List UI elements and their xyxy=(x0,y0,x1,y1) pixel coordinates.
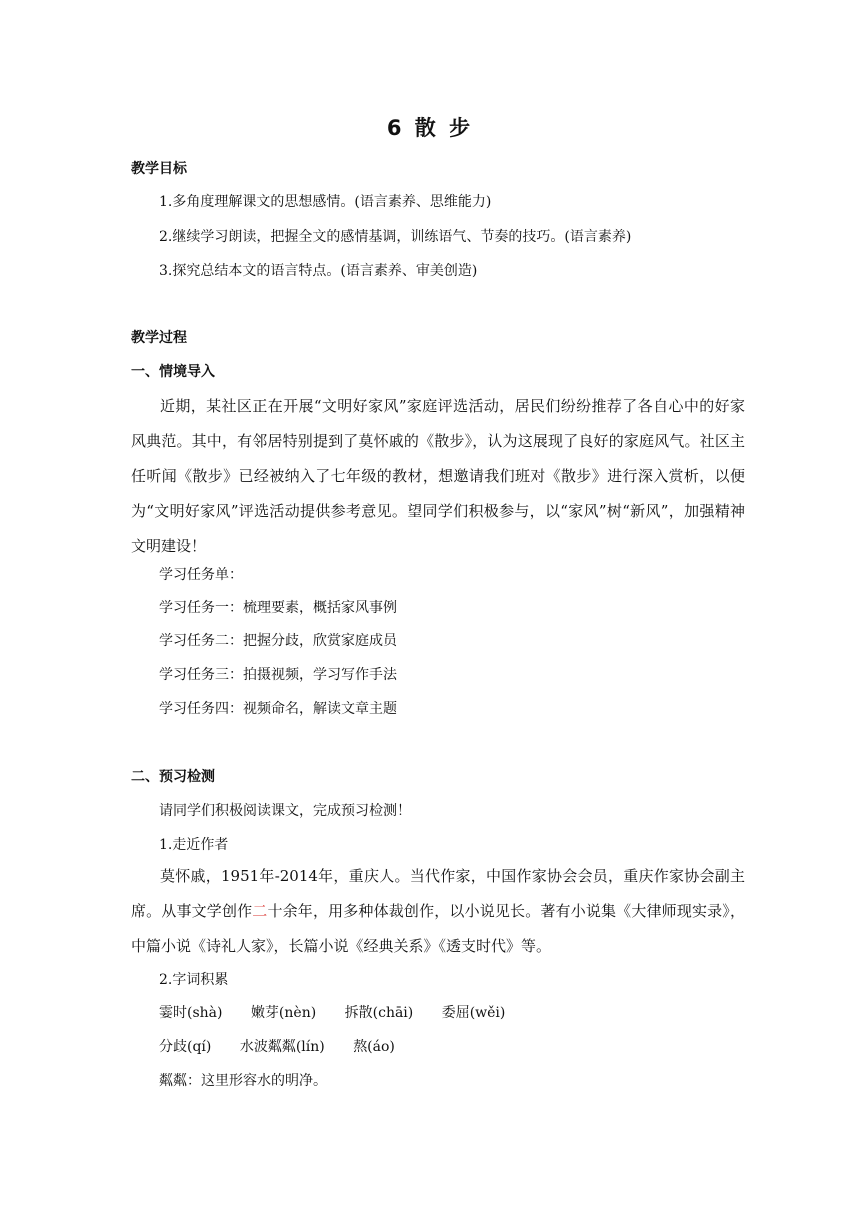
section2-heading: 二、预习检测 xyxy=(131,769,215,785)
task-item-4: 学习任务四：视频命名，解读文章主题 xyxy=(159,701,397,717)
vocab-row-2 xyxy=(159,1036,419,1056)
process-heading: 教学过程 xyxy=(131,330,187,346)
task-item-2: 学习任务二：把握分歧，欣赏家庭成员 xyxy=(159,633,397,649)
author-highlight: 二 xyxy=(252,902,268,920)
section1-heading: 一、情境导入 xyxy=(131,364,215,380)
goal-item-3: 3.探究总结本文的语言特点。(语言素养、审美创造) xyxy=(159,263,478,279)
task-list-label: 学习任务单： xyxy=(159,567,243,583)
vocab-row-1 xyxy=(159,1002,529,1022)
task-item-1: 学习任务一：梳理要素，概括家风事例 xyxy=(159,600,397,616)
author-paragraph xyxy=(131,859,745,964)
goal-item-2: 2.继续学习朗读，把握全文的感情基调，训练语气、节奏的技巧。(语言素养) xyxy=(159,229,632,245)
vocab-item: 委屈(wěi) xyxy=(441,1005,506,1021)
vocab-item: 熬(áo) xyxy=(353,1039,395,1055)
goal-item-1: 1.多角度理解课文的思想感情。(语言素养、思维能力) xyxy=(159,194,492,210)
vocab-note: 粼粼：这里形容水的明净。 xyxy=(159,1073,327,1089)
author-subheading: 1.走近作者 xyxy=(159,837,229,853)
preview-intro: 请同学们积极阅读课文，完成预习检测！ xyxy=(159,803,411,819)
vocab-item: 霎时(shà) xyxy=(159,1005,223,1021)
vocab-item: 水波粼粼(lín) xyxy=(239,1039,325,1055)
goals-heading: 教学目标 xyxy=(131,161,187,177)
vocab-item: 嫩芽(nèn) xyxy=(250,1005,317,1021)
document-title: 6 散 步 xyxy=(386,116,474,140)
author-text-1: 莫怀戚，1951年-2014年，重庆人。当代作家，中国作家协会会员，重庆作家协会副主席。从事文学创作 xyxy=(131,867,745,920)
vocab-item: 拆散(chāi) xyxy=(344,1005,414,1021)
intro-paragraph: 近期，某社区正在开展“文明好家风”家庭评选活动，居民们纷纷推荐了各自心中的好家风典范。其中，有邻居特别提到了莫怀戚的《散步》，认为这展现了良好的家庭风气。社区主任听闻《散步》已经被纳入了七年级的教材，想邀请我们班对《散步》进行深入赏析，以便为“文明好家风”评选活动提供参考意见。望同学们积极参与，以“家风”树“新风”，加强精神文明建设！ xyxy=(131,397,745,555)
vocab-item: 分歧(qí) xyxy=(159,1039,212,1055)
task-item-3: 学习任务三：拍摄视频，学习写作手法 xyxy=(159,667,397,683)
author-text-2: 十余年，用多种体裁创作，以小说见长。著有小说集《大律师现实录》，中篇小说《诗礼人家》，长篇小说《经典关系》《透支时代》等。 xyxy=(131,902,745,955)
vocab-subheading: 2.字词积累 xyxy=(159,972,229,988)
